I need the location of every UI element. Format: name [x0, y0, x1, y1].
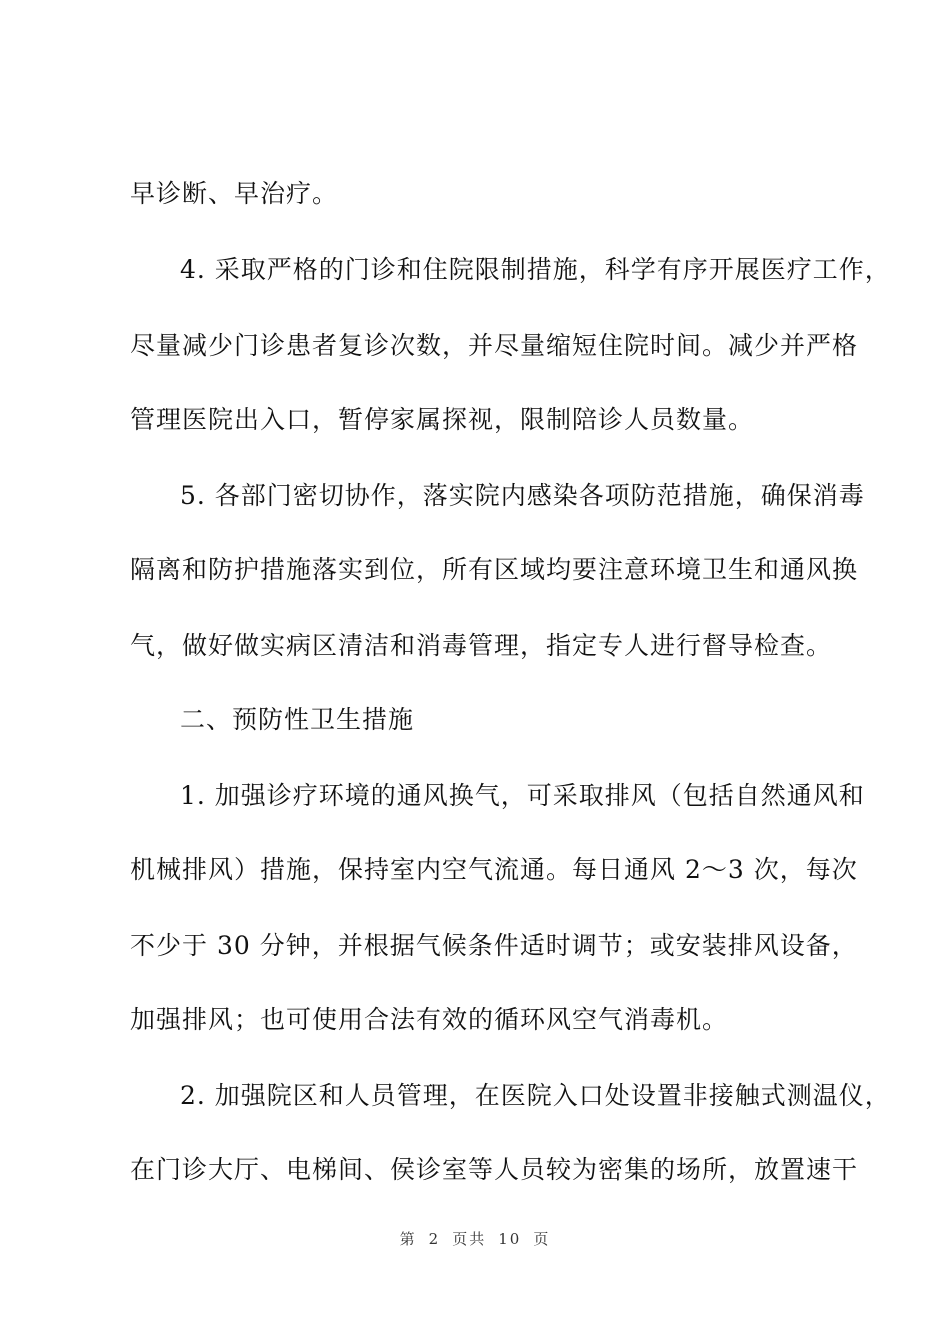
text-line: 1. 加强诊疗环境的通风换气，可采取排风（包括自然通风和 [180, 781, 865, 810]
footer-prefix: 第 [399, 1230, 417, 1248]
text-line: 管理医院出入口，暂停家属探视，限制陪诊人员数量。 [130, 405, 755, 434]
section-heading: 二、预防性卫生措施 [180, 705, 415, 734]
text-line: 不少于 30 分钟，并根据气候条件适时调节；或安装排风设备， [130, 931, 858, 960]
footer-middle: 页共 [452, 1230, 487, 1248]
footer-suffix: 页 [533, 1230, 551, 1248]
page-footer [0, 1228, 950, 1249]
text-line: 机械排风）措施，保持室内空气流通。每日通风 2～3 次，每次 [130, 855, 858, 884]
text-line: 2. 加强院区和人员管理，在医院入口处设置非接触式测温仪， [180, 1081, 891, 1110]
text-line: 隔离和防护措施落实到位，所有区域均要注意环境卫生和通风换 [130, 555, 859, 584]
text-line: 在门诊大厅、电梯间、侯诊室等人员较为密集的场所，放置速干 [130, 1155, 859, 1184]
text-line: 气，做好做实病区清洁和消毒管理，指定专人进行督导检查。 [130, 631, 833, 660]
text-line: 加强排风；也可使用合法有效的循环风空气消毒机。 [130, 1005, 729, 1034]
text-line: 4. 采取严格的门诊和住院限制措施，科学有序开展医疗工作， [180, 255, 891, 284]
text-line: 早诊断、早治疗。 [130, 179, 339, 208]
text-line: 5. 各部门密切协作，落实院内感染各项防范措施，确保消毒 [180, 481, 865, 510]
footer-total-pages: 10 [498, 1230, 522, 1248]
footer-page-number: 2 [428, 1230, 441, 1248]
text-line: 尽量减少门诊患者复诊次数，并尽量缩短住院时间。减少并严格 [130, 331, 859, 360]
